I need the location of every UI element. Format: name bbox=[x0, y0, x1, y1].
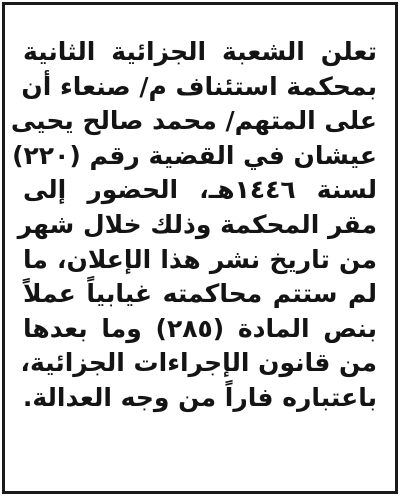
notice-line-6: مقر المحكمة وذلك خلال شهر bbox=[17, 209, 377, 239]
notice-line-10: من قانون الإجراءات الجزائية، bbox=[20, 348, 377, 378]
notice-line-11: باعتباره فاراً من وجه العدالة. bbox=[22, 382, 377, 412]
notice-line-5: لسنة ١٤٤٦هـ، الحضور إلى bbox=[23, 175, 377, 205]
notice-line-3: على المتهم/ محمد صالح يحيى bbox=[10, 106, 377, 136]
notice-text bbox=[10, 35, 377, 416]
notice-line-7: من تاريخ نشر هذا الإعلان، ما bbox=[23, 244, 377, 274]
notice-frame bbox=[2, 2, 398, 494]
notice-line-4: عيشان في القضية رقم (٢٢٠) bbox=[12, 140, 377, 170]
notice-line-8: لم ستتم محاكمته غيابياً عملاً bbox=[23, 279, 377, 309]
notice-line-9: بنص المادة (٢٨٥) وما بعدها bbox=[23, 313, 377, 343]
notice-line-1: تعلن الشعبة الجزائية الثانية bbox=[23, 37, 377, 66]
notice-line-2: بمحكمة استئناف م/ صنعاء أن bbox=[21, 71, 377, 101]
